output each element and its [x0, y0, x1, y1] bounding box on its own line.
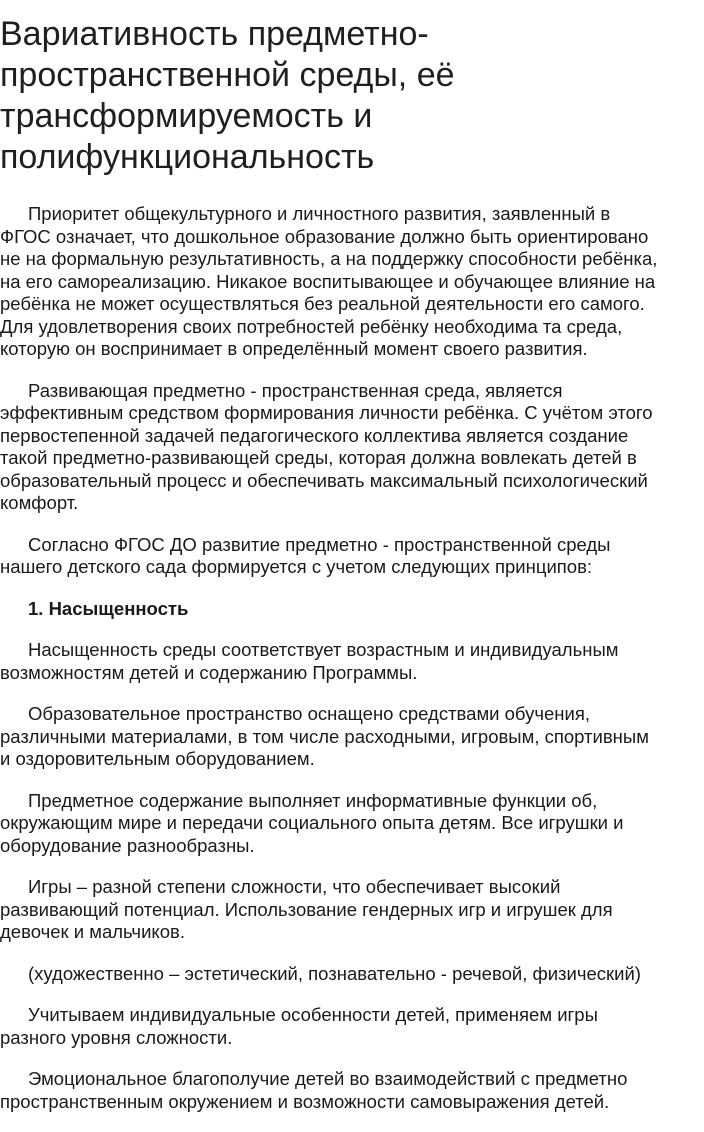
text-line: нашего детского сада формируется с учетом следующих принципов: [0, 556, 593, 577]
text-line: первостепенной задачей педагогического коллектива является создание [0, 424, 629, 446]
title-line: полифункциональность [0, 138, 375, 176]
text-line: оборудование разнообразны. [0, 834, 255, 856]
paragraph-principles-intro [0, 534, 700, 579]
text-line: комфорт. [0, 492, 79, 513]
text-line: (художественно – эстетический, познавательно - речевой, физический) [28, 962, 641, 984]
text-line: не на формальную результативность, а на поддержку способности ребёнка, [0, 248, 658, 269]
paragraph-areas [0, 963, 700, 986]
paragraph-developing-environment [0, 380, 700, 515]
paragraph-games [0, 876, 700, 944]
text-line: Образовательное пространство оснащено средствами обучения, [28, 703, 591, 724]
text-line: ребёнка не может осуществляться без реальной деятельности его самого. [0, 293, 645, 314]
text-line: и оздоровительным оборудованием. [0, 748, 315, 769]
paragraph-subject-content [0, 790, 700, 858]
text-line: окружающим мире и передачи социального опыта детям. Все игрушки и [0, 812, 624, 833]
text-line: разного уровня сложности. [0, 1026, 233, 1048]
text-line: которую он воспринимает в определённый момент своего развития. [0, 338, 588, 359]
title-line: пространственной среды, её [0, 56, 455, 94]
text-line: образовательный процесс и обеспечивать максимальный психологический [0, 469, 648, 491]
paragraph-saturation [0, 639, 700, 684]
section-heading-saturation [0, 598, 700, 621]
paragraph-educational-space [0, 703, 700, 771]
text-line: различными материалами, в том числе расходными, игровым, спортивным [0, 725, 649, 747]
document-body [0, 203, 700, 1132]
text-line: Предметное содержание выполняет информативные функции об, [28, 789, 598, 811]
text-line: Игры – разной степени сложности, что обеспечивает высокий [28, 876, 561, 897]
text-line: 1. Насыщенность [28, 597, 189, 619]
text-line: Развивающая предметно - пространственная среда, является [28, 379, 563, 401]
paragraph-priority [0, 203, 700, 361]
text-line: возможностям детей и содержанию Программы. [0, 661, 418, 683]
text-line: Согласно ФГОС ДО развитие предметно - пространственной среды [28, 533, 611, 555]
text-line: развивающий потенциал. Использование гендерных игр и игрушек для [0, 898, 613, 920]
text-line: Приоритет общекультурного и личностного развития, заявленный в [28, 203, 611, 224]
text-line: ФГОС означает, что дошкольное образование должно быть ориентировано [0, 225, 649, 247]
text-line: Эмоциональное благополучие детей во взаимодействий с предметно [28, 1068, 628, 1089]
text-line: Насыщенность среды соответствует возрастным и индивидуальным [28, 639, 619, 660]
paragraph-emotional-wellbeing [0, 1068, 700, 1113]
text-line: пространственным окружением и возможности самовыражения детей. [0, 1090, 610, 1112]
text-line: такой предметно-развивающей среды, которая должна вовлекать детей в [0, 447, 637, 468]
text-line: Учитываем индивидуальные особенности детей, применяем игры [28, 1004, 598, 1025]
paragraph-individual [0, 1004, 700, 1049]
document-title [0, 14, 700, 178]
title-line: Вариативность предметно- [0, 15, 429, 53]
text-line: Для удовлетворения своих потребностей ребёнку необходима та среда, [0, 315, 623, 337]
text-line: эффективным средством формирования личности ребёнка. С учётом этого [0, 402, 653, 423]
text-line: девочек и мальчиков. [0, 921, 185, 942]
text-line: на его самореализацию. Никакое воспитывающее и обучающее влияние на [0, 270, 656, 292]
title-line: трансформируемость и [0, 97, 373, 135]
